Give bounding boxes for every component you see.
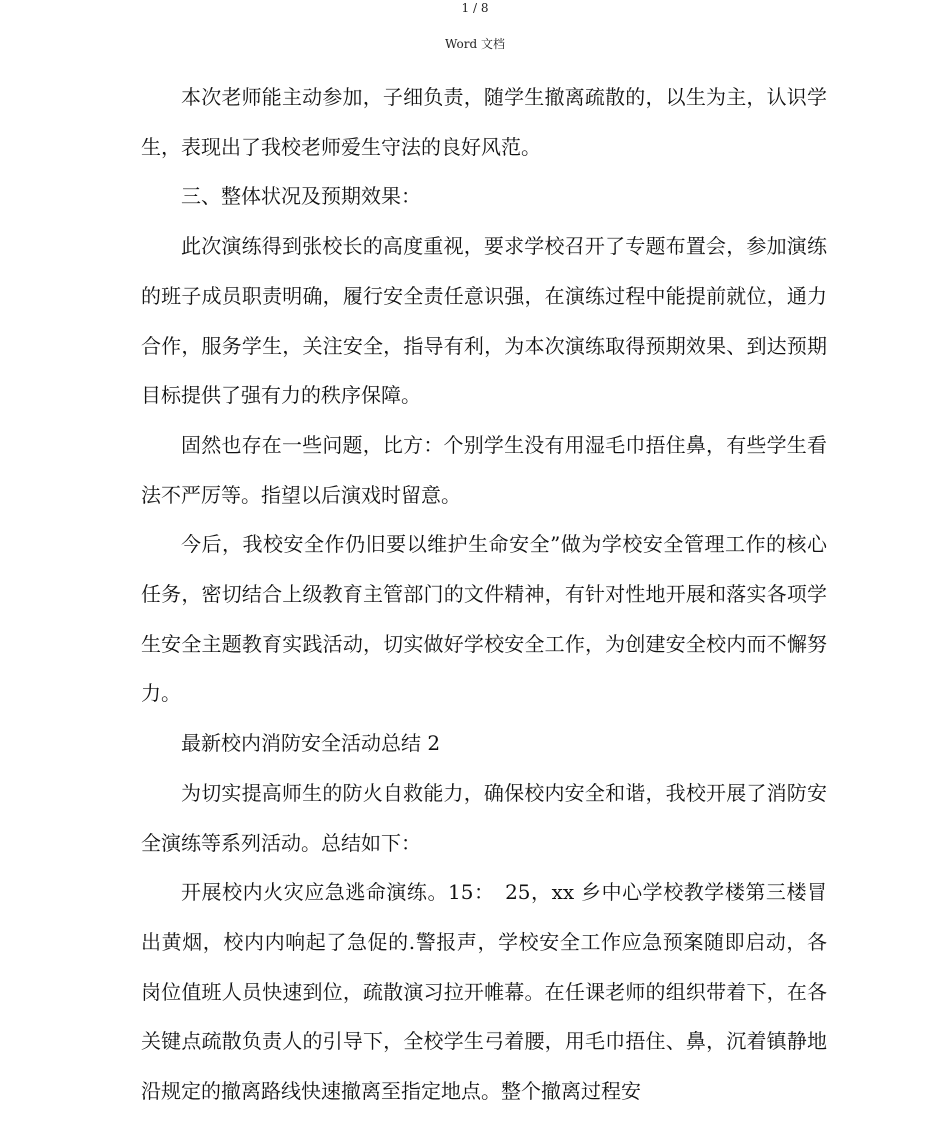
page-number: 1 / 8 <box>461 1 489 15</box>
paragraph: 此次演练得到张校长的高度重视，要求学校召开了专题布置会，参加演练的班子成员职责明确，履行安全责任意识强，在演练过程中能提前就位，通力合作，服务学生，关注安全，指导有利，为本次演练取得预期效果、到达预期目标提供了强有力的秩序保障。 <box>141 234 827 408</box>
paragraph: 开展校内火灾应急逃命演练。15： 25，xx 乡中心学校教学楼第三楼冒出黄烟，校内内响起了急促的.警报声，学校安全工作应急预案随即启动，各岗位值班人员快速到位，疏散演习拉开帷幕。在任课老师的组织带着下，在各关键点疏散负责人的引导下，全校学生弓着腰，用毛巾捂住、鼻，沉着镇静地沿规定的撤离路线快速撤离至指定地点。整个撤离过程安 <box>141 880 827 1104</box>
section-title: 最新校内消防安全活动总结 2 <box>181 731 441 756</box>
paragraph: 为切实提高师生的防火自救能力，确保校内安全和谐，我校开展了消防安全演练等系列活动。总结如下： <box>141 780 827 855</box>
section-heading: 三、整体状况及预期效果： <box>181 184 421 209</box>
paragraph: 今后，我校安全作仍旧要以维护生命安全”做为学校安全管理工作的核心任务，密切结合上级教育主管部门的文件精神，有针对性地开展和落实各项学生安全主题教育实践活动，切实做好学校安全工作，为创建安全校内而不懈努力。 <box>141 532 827 706</box>
paragraph: 本次老师能主动参加，子细负责，随学生撤离疏散的，以生为主，认识学生，表现出了我校老师爱生守法的良好风范。 <box>141 85 827 159</box>
document-body <box>141 73 827 1117</box>
document-header: Word 文档 <box>445 37 505 51</box>
paragraph: 固然也存在一些问题，比方：个别学生没有用湿毛巾捂住鼻，有些学生看法不严厉等。指望以后演戏时留意。 <box>141 432 827 507</box>
